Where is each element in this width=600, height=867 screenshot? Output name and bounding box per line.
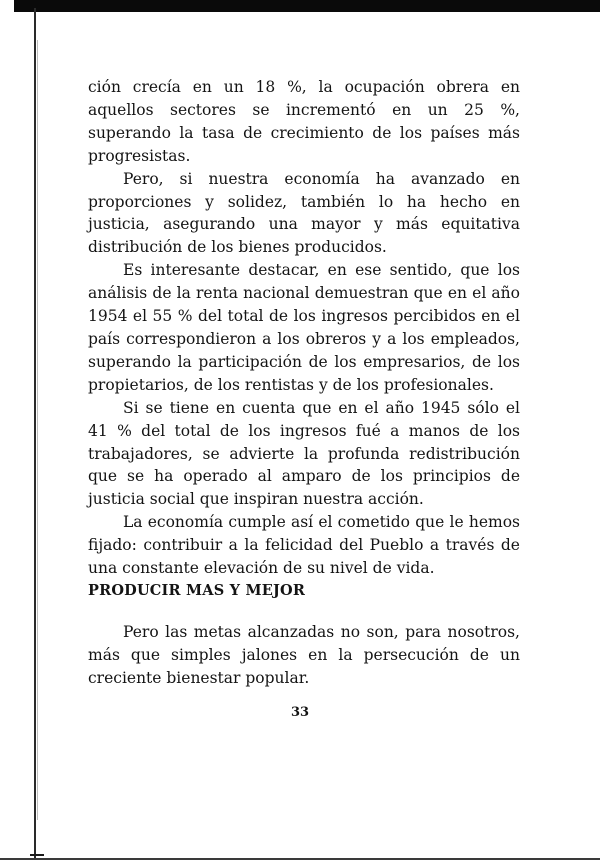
paragraph: Pero las metas alcanzadas no son, para nosotros, más que simples jalones en la persecución de un creciente bienestar popular. bbox=[88, 623, 520, 687]
scan-bottom-edge bbox=[0, 858, 600, 860]
scan-corner-mark bbox=[30, 854, 44, 856]
section-body-text bbox=[88, 621, 520, 690]
section-heading: PRODUCIR MAS Y MEJOR bbox=[88, 582, 306, 599]
page-number: 33 bbox=[290, 705, 310, 720]
scan-left-edge bbox=[34, 8, 36, 860]
scan-top-edge bbox=[14, 0, 600, 12]
scan-gutter-shadow bbox=[37, 40, 38, 820]
paragraph-continued: ción crecía en un 18 %, la ocupación obrera en aquellos sectores se incrementó en un 25 %, superando la tasa de crecimiento de los países más progresistas. bbox=[88, 78, 520, 165]
paragraph: Es interesante destacar, en ese sentido, que los análisis de la renta nacional demuestran que en el año 1954 el 55 % del total de los ingresos percibidos en el país correspondieron a los obreros y a los empleados, superando la participación de los empresarios, de los propietarios, de los rentistas y de los profesionales. bbox=[88, 261, 520, 394]
paragraph: Si se tiene en cuenta que en el año 1945 sólo el 41 % del total de los ingresos fué a manos de los trabajadores, se advierte la profunda redistribución que se ha operado al amparo de los principios de justicia social que inspiran nuestra acción. bbox=[88, 398, 520, 509]
paragraph: La economía cumple así el cometido que le hemos fijado: contribuir a la felicidad del Pueblo a través de una constante elevación de su nivel de vida. bbox=[88, 513, 520, 578]
body-text bbox=[88, 76, 520, 580]
paragraph: Pero, si nuestra economía ha avanzado en proporciones y solidez, también lo ha hecho en justicia, asegurando una mayor y más equitativa distribución de los bienes producidos. bbox=[88, 169, 520, 257]
